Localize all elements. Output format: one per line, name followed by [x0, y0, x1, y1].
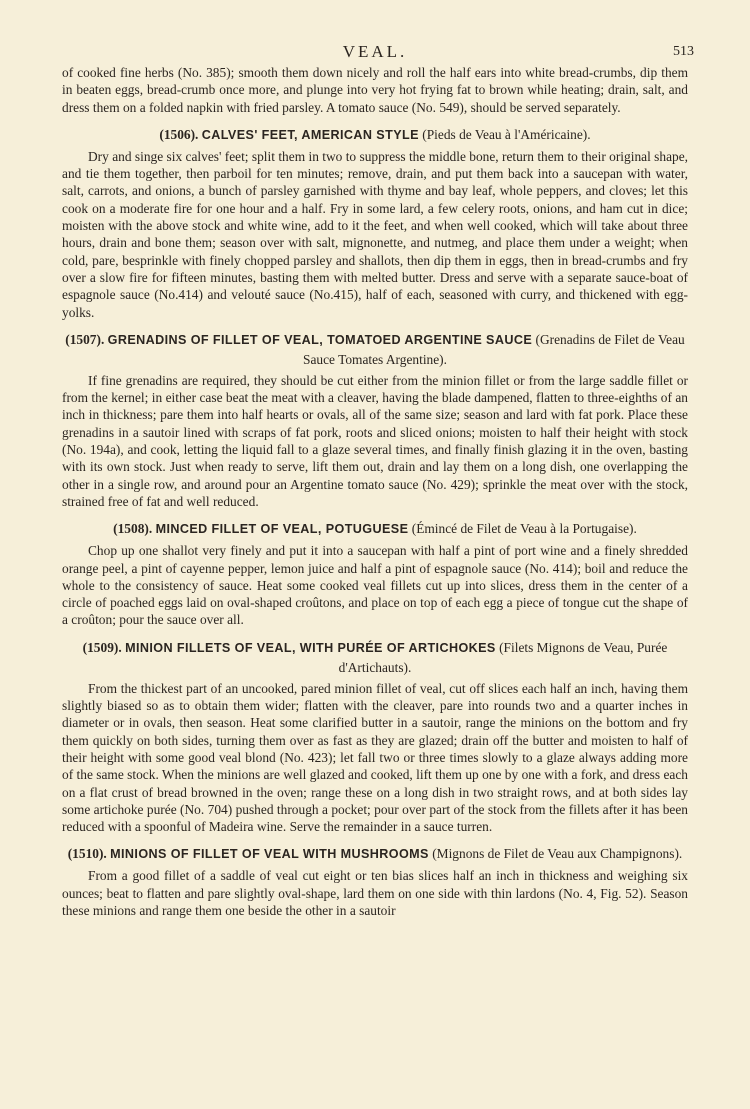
recipe-name: MINCED FILLET OF VEAL, POTUGUESE — [155, 522, 409, 537]
recipe-number: (1510). — [67, 846, 107, 862]
recipe-name: CALVES' FEET, AMERICAN STYLE — [201, 127, 419, 142]
page-number: 513 — [673, 44, 694, 59]
recipe-number: (1507). — [65, 331, 105, 347]
recipe-1508 — [62, 519, 688, 628]
recipe-name: GRENADINS OF FILLET OF VEAL, TOMATOED ARGENTINE SAUCE — [107, 332, 533, 347]
recipe-1506 — [62, 125, 688, 321]
recipe-french-name: (Filets Mignons de Veau, Purée d'Artichauts). — [338, 639, 668, 675]
recipe-1507 — [62, 330, 688, 510]
recipe-french-name: (Émincé de Filet de Veau à la Portugaise). — [411, 521, 637, 537]
recipe-body: If fine grenadins are required, they should be cut either from the minion fillet or from the large saddle fillet or from the kernel; in either case beat the meat with a cleaver, having the blade dampened, flatten to three-eighths of an inch in thickness; pare them into half hearts or ovals, all of the same size; season and lard with fat pork. Place these grenadins in a sautoir lined with scraps of fat pork, roots and sliced onions; moisten to half their height with stock (No. 194a), and cook, letting the liquid fall to a glaze several times, and finally finish glazing it in the oven, basting with its own stock. Just when ready to serve, lift them out, drain and lay them on a long dish, one overlapping the other in a single row, and around pour an Argentine tomato sauce (No. 429); sprinkle the meat over with the stock, strained free of fat and well reduced. — [62, 372, 688, 509]
recipe-name: MINION FILLETS OF VEAL, WITH PURÉE OF ARTICHOKES — [125, 640, 496, 655]
recipe-body: From the thickest part of an uncooked, pared minion fillet of veal, cut off slices each half an inch, having them slightly biased so as to obtain them wider; flatten with the cleaver, pare into rounds two and a quarter inches in diameter or in ovals, then season. Heat some clarified butter in a sautoir, range the minions on the bottom and fry them quickly on both sides, turning them over as fast as they are glazed; drain off the butter and moisten to half of their height with some good veal blond (No. 423); let fall two or three times slowly to a glaze always adding more of the same stock. When the minions are well glazed and cooked, lift them up one by one with a fork, and dress each on a flat crust of bread browned in the oven; range these on a long dish in two straight rows, and at both sides lay some artichoke purée (No. 704) pushed through a pocket; pour over part of the stock from the fillets after it has been reduced with a spoonful of Madeira wine. Serve the remainder in a sauce turren. — [62, 680, 688, 835]
recipe-heading — [62, 844, 688, 864]
recipe-1509 — [62, 638, 688, 836]
recipe-french-name: (Mignons de Filet de Veau aux Champignons). — [432, 846, 683, 862]
recipe-name: MINIONS OF FILLET OF VEAL WITH MUSHROOMS — [110, 847, 429, 862]
recipe-number: (1509). — [82, 639, 122, 655]
recipe-number: (1508). — [113, 521, 153, 537]
recipe-heading — [62, 519, 688, 539]
recipe-heading — [62, 125, 688, 145]
recipe-french-name: (Pieds de Veau à l'Américaine). — [422, 126, 591, 142]
recipe-heading — [62, 638, 688, 677]
running-title: VEAL. — [342, 42, 408, 61]
running-head — [62, 34, 694, 64]
recipe-body: Dry and singe six calves' feet; split them in two to suppress the middle bone, return them to their original shape, and tie them together, then parboil for ten minutes; remove, drain, and put them back into a saucepan with water, salt, carrots, and onions, a bunch of parsley garnished with thyme and bay leaf, whole peppers, and cloves; let this cook on a moderate fire for one hour and a half. Fry in some lard, a few celery roots, onions, and ham cut in dice; moisten with the above stock and white wine, add to it the feet, and when well cooked, which will take about three hours, drain and bone them; season over with salt, mignonette, and nutmeg, and place them under a weight; when cold, pare, besprinkle with finely chopped parsley and shallots, then dip them in eggs, then in bread-crumbs and fry over a slow fire for fifteen minutes, basting them with melted butter. Dress and serve with a separate sauce-boat of espagnole sauce (No.414) and velouté sauce (No.415), half of each, seasoned with curry, and thickened with egg-yolks. — [62, 148, 688, 320]
continuation-paragraph: of cooked fine herbs (No. 385); smooth them down nicely and roll the half ears into white bread-crumbs, dip them in beaten eggs, bread-crumb once more, and plunge into very hot frying fat to brown while heating; drain, salt, and dress them on a folded napkin with fried parsley. A tomato sauce (No. 549), should be served separately. — [62, 65, 688, 115]
recipe-1510 — [62, 844, 688, 919]
recipe-body: Chop up one shallot very finely and put it into a saucepan with half a pint of port wine and a finely shredded orange peel, a pint of cayenne pepper, lemon juice and half a pint of espagnole sauce (No. 414); boil and reduce the whole to the consistency of sauce. Heat some cooked veal fillets cut up into slices, dress them in the center of a circle of poached eggs laid on oval-shaped croûtons, and place on top of each egg a piece of tongue cut the shape of a croûton; pour the sauce over all. — [62, 543, 688, 628]
recipe-number: (1506). — [159, 126, 199, 142]
recipe-body: From a good fillet of a saddle of veal cut eight or ten bias slices half an inch in thickness and weighing six ounces; beat to flatten and pare slightly oval-shape, lard them on one side with thin lardons (No. 4, Fig. 52). Season these minions and range them one beside the other in a sautoir — [62, 868, 688, 918]
recipe-heading — [62, 330, 688, 369]
recipe-french-name: (Grenadins de Filet de Veau Sauce Tomates Argentine). — [303, 331, 685, 367]
